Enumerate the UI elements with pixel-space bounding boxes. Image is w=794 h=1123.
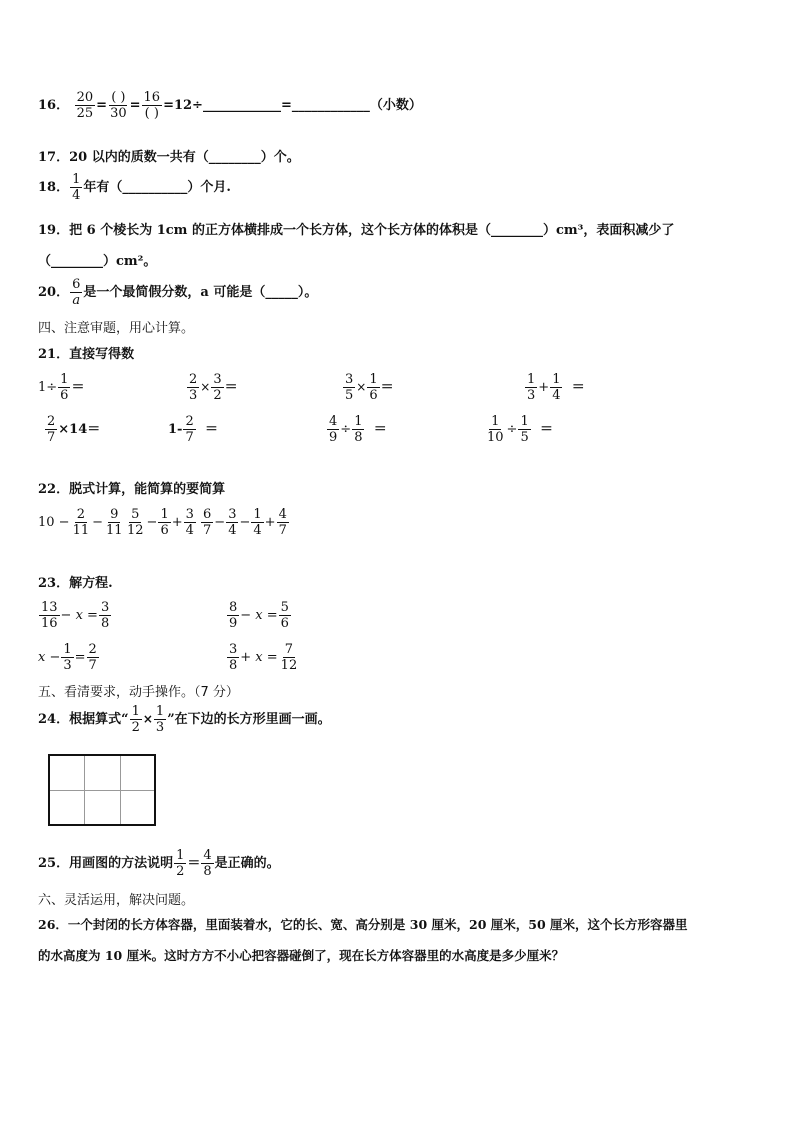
numerator: 7 xyxy=(284,642,294,657)
numerator: 2 xyxy=(88,642,97,657)
fraction xyxy=(99,600,111,631)
numerator: 5 xyxy=(280,600,289,615)
denominator: 16 xyxy=(41,616,58,631)
denominator: 6 xyxy=(60,388,69,403)
numerator: 2 xyxy=(189,372,198,387)
numerator: 5 xyxy=(131,507,140,522)
question-19-line-2: （________）cm²。 xyxy=(38,254,157,269)
numerator: 3 xyxy=(213,372,222,387)
calc-item xyxy=(342,372,394,403)
numerator: 3 xyxy=(228,507,237,522)
section-heading-4: 四、注意审题，用心计算。 xyxy=(38,321,195,336)
operator: ×14＝ xyxy=(58,422,101,437)
denominator: 8 xyxy=(203,864,212,879)
question-number: 18． xyxy=(38,180,70,195)
numerator: 1 xyxy=(72,172,81,187)
fraction xyxy=(39,600,60,631)
equation-4 xyxy=(226,642,300,673)
numerator: 3 xyxy=(185,507,194,522)
expression-3 xyxy=(200,507,290,538)
equals-sign: ＝ xyxy=(205,422,219,437)
question-number: 16． xyxy=(38,98,70,113)
numerator: 3 xyxy=(100,600,110,615)
denominator: 8 xyxy=(354,430,363,445)
operator: − xyxy=(92,515,104,530)
equals-sign: ＝ xyxy=(380,380,394,395)
numerator: 13 xyxy=(41,600,58,615)
denominator: 7 xyxy=(88,658,97,673)
fraction xyxy=(183,414,195,445)
calc-item xyxy=(38,372,84,403)
fraction xyxy=(279,642,300,673)
numerator: 4 xyxy=(329,414,338,429)
fraction xyxy=(226,507,238,538)
fraction xyxy=(279,600,291,631)
question-text: ”在下边的长方形里画一画。 xyxy=(167,712,331,727)
equals-sign: = xyxy=(96,98,108,113)
fraction xyxy=(201,848,213,879)
denominator: 2 xyxy=(131,720,140,735)
numerator: 9 xyxy=(110,507,119,522)
fraction xyxy=(277,507,289,538)
question-number: 20． xyxy=(38,285,70,300)
fraction xyxy=(251,507,263,538)
fraction xyxy=(75,90,96,121)
numerator: 1 xyxy=(155,704,165,719)
numerator: 1 xyxy=(527,372,536,387)
section-heading-5: 五、看清要求，动手操作。（7 分） xyxy=(38,685,239,700)
operator: ÷ xyxy=(340,422,352,437)
fraction xyxy=(201,507,213,538)
denominator: 7 xyxy=(185,430,194,445)
fraction xyxy=(71,507,92,538)
denominator: 3 xyxy=(155,720,165,735)
denominator: 8 xyxy=(100,616,110,631)
fraction xyxy=(104,507,125,538)
fraction xyxy=(343,372,355,403)
calc-item xyxy=(44,414,100,445)
calc-item xyxy=(484,414,553,445)
denominator: 6 xyxy=(369,388,378,403)
question-23-title: 23．解方程. xyxy=(38,576,113,591)
question-24 xyxy=(38,704,331,735)
numerator: 1 xyxy=(520,414,529,429)
question-text: 年有（__________）个月. xyxy=(83,180,231,195)
fraction xyxy=(45,414,57,445)
numerator: 1 xyxy=(60,372,69,387)
numerator: 1 xyxy=(552,372,561,387)
denominator: 6 xyxy=(160,523,169,538)
denominator: 7 xyxy=(203,523,212,538)
numerator: 4 xyxy=(203,848,212,863)
numerator: 3 xyxy=(345,372,354,387)
denominator: 2 xyxy=(213,388,222,403)
equation-middle: + x = xyxy=(240,650,278,665)
calc-item xyxy=(326,414,387,445)
question-19-line-1: 19．把 6 个棱长为 1cm 的正方体横排成一个长方体，这个长方体的体积是（________）cm³，表面积减少了 xyxy=(38,223,675,238)
numerator: 3 xyxy=(229,642,238,657)
fraction xyxy=(525,372,537,403)
equation-middle: − x = xyxy=(240,608,278,623)
numerator: 2 xyxy=(47,414,56,429)
equation-prefix: x − xyxy=(38,650,61,665)
numerator: 1 xyxy=(176,848,185,863)
question-text: 25．用画图的方法说明 xyxy=(38,856,174,871)
denominator: 12 xyxy=(280,658,298,673)
fraction xyxy=(352,414,364,445)
equals-sign: ＝ xyxy=(373,422,387,437)
question-21-title: 21．直接写得数 xyxy=(38,347,135,362)
denominator: 5 xyxy=(520,430,529,445)
fraction xyxy=(142,90,163,121)
denominator: 11 xyxy=(106,523,123,538)
fraction xyxy=(61,642,73,673)
section-heading-6: 六、灵活运用，解决问题。 xyxy=(38,893,195,908)
operator: − xyxy=(214,515,226,530)
operator: ÷ xyxy=(506,422,518,437)
question-text: 是一个最简假分数，a 可能是（_____）。 xyxy=(83,285,318,300)
fraction xyxy=(518,414,530,445)
operator: + xyxy=(538,380,550,395)
denominator: 5 xyxy=(345,388,354,403)
question-18 xyxy=(38,172,231,203)
fraction xyxy=(70,172,82,203)
denominator: 4 xyxy=(253,523,262,538)
fraction xyxy=(187,372,199,403)
fraction xyxy=(108,90,129,121)
numerator: 16 xyxy=(143,90,161,105)
equals-sign: ＝ xyxy=(224,380,238,395)
question-text: 是正确的。 xyxy=(214,856,280,871)
equation-3 xyxy=(38,642,100,673)
numerator: 6 xyxy=(203,507,212,522)
numerator: 8 xyxy=(229,600,238,615)
denominator: 6 xyxy=(280,616,289,631)
denominator: 11 xyxy=(72,523,90,538)
fraction xyxy=(125,507,146,538)
fraction xyxy=(327,414,339,445)
fraction xyxy=(184,507,196,538)
question-text: =12÷____________=____________（小数） xyxy=(163,98,422,113)
question-20 xyxy=(38,277,317,308)
question-26-line-1: 26．一个封闭的长方体容器，里面装着水，它的长、宽、高分别是 30 厘米，20 厘米，50 厘米，这个长方形容器里 xyxy=(38,917,688,932)
equals-sign: ＝ xyxy=(540,422,554,437)
fraction xyxy=(227,600,239,631)
fraction xyxy=(70,277,82,308)
denominator: 9 xyxy=(329,430,338,445)
calc-prefix: 1- xyxy=(168,422,183,437)
denominator: a xyxy=(72,293,81,308)
denominator: 25 xyxy=(76,106,94,121)
numerator: 20 xyxy=(76,90,94,105)
equals-sign: = xyxy=(129,98,141,113)
operator: − xyxy=(146,515,158,530)
fraction xyxy=(158,507,170,538)
numerator: 4 xyxy=(278,507,287,522)
denominator: 3 xyxy=(189,388,198,403)
expression-2 xyxy=(124,507,197,538)
denominator: 7 xyxy=(47,430,56,445)
equation-1 xyxy=(38,600,112,631)
numerator: 1 xyxy=(253,507,262,522)
operator: + xyxy=(171,515,183,530)
drawing-rectangle[interactable] xyxy=(48,754,156,826)
denominator: 4 xyxy=(72,188,81,203)
fraction xyxy=(550,372,562,403)
denominator: 4 xyxy=(552,388,561,403)
equation-middle: = xyxy=(74,650,86,665)
numerator: 6 xyxy=(72,277,81,292)
fraction xyxy=(154,704,166,735)
numerator: 1 xyxy=(131,704,140,719)
operator: × xyxy=(200,380,211,394)
fraction xyxy=(211,372,223,403)
denominator: 12 xyxy=(127,523,144,538)
operator: × xyxy=(356,380,367,394)
equation-middle: − x = xyxy=(60,608,98,623)
denominator: 9 xyxy=(229,616,238,631)
fraction xyxy=(367,372,379,403)
fraction xyxy=(485,414,506,445)
expression-prefix: 10 − xyxy=(38,515,70,530)
denominator: 4 xyxy=(185,523,194,538)
question-16 xyxy=(38,90,422,121)
equals-sign: ＝ xyxy=(571,380,585,395)
equals-sign: ＝ xyxy=(71,380,85,395)
denominator: 30 xyxy=(110,106,127,121)
numerator: 1 xyxy=(160,507,169,522)
numerator: 2 xyxy=(185,414,194,429)
denominator: ( ) xyxy=(144,106,159,121)
operator: ＝ xyxy=(187,856,201,871)
calc-item xyxy=(524,372,585,403)
expression-1 xyxy=(38,507,126,538)
question-17: 17．20 以内的质数一共有（________）个。 xyxy=(38,150,300,165)
denominator: 3 xyxy=(527,388,536,403)
denominator: 10 xyxy=(487,430,504,445)
numerator: 1 xyxy=(354,414,363,429)
question-26-line-2: 的水高度为 10 厘米。这时方方不小心把容器碰倒了，现在长方体容器里的水高度是多少厘米？ xyxy=(38,948,565,963)
numerator: 1 xyxy=(369,372,378,387)
question-text: 24．根据算式“ xyxy=(38,712,129,727)
operator: × xyxy=(142,712,153,726)
question-22-title: 22．脱式计算，能简算的要简算 xyxy=(38,482,226,497)
numerator: 1 xyxy=(63,642,72,657)
equation-2 xyxy=(226,600,292,631)
grid-line xyxy=(50,790,154,791)
numerator: 2 xyxy=(76,507,85,522)
denominator: 7 xyxy=(278,523,287,538)
operator: + xyxy=(264,515,276,530)
operator: − xyxy=(239,515,251,530)
calc-item xyxy=(168,414,218,445)
numerator: 1 xyxy=(491,414,500,429)
denominator: 4 xyxy=(228,523,237,538)
denominator: 3 xyxy=(63,658,72,673)
fraction xyxy=(227,642,239,673)
denominator: 8 xyxy=(229,658,238,673)
numerator: ( ) xyxy=(111,90,126,105)
denominator: 2 xyxy=(176,864,185,879)
question-25 xyxy=(38,848,280,879)
fraction xyxy=(58,372,70,403)
fraction xyxy=(130,704,142,735)
fraction xyxy=(87,642,99,673)
calc-prefix: 1÷ xyxy=(38,380,58,395)
calc-item xyxy=(186,372,238,403)
fraction xyxy=(174,848,186,879)
